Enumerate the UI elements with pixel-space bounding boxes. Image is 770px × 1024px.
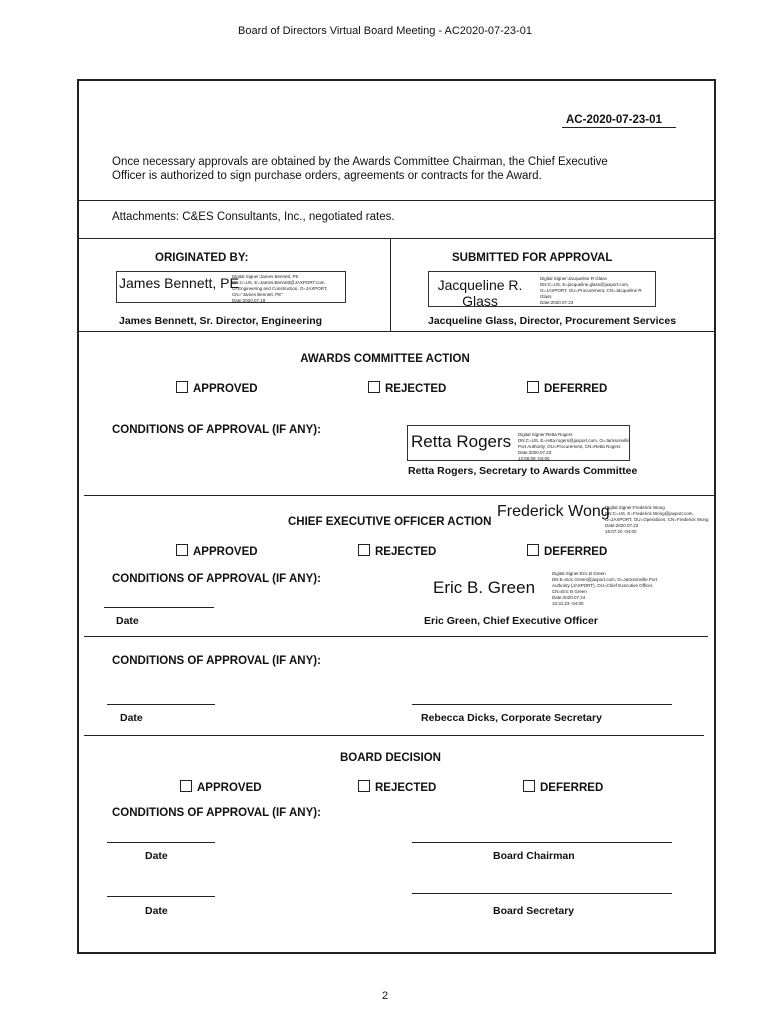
- divider: [79, 200, 715, 201]
- board-date-label-2: Date: [145, 905, 168, 917]
- board-date-line-1: [107, 842, 215, 843]
- document-id-underline: [562, 127, 676, 128]
- ceo-deferred-checkbox[interactable]: [527, 544, 607, 558]
- board-chairman-line: [412, 842, 672, 843]
- awards-committee-heading: AWARDS COMMITTEE ACTION: [300, 353, 470, 365]
- divider: [79, 238, 715, 239]
- checkbox-icon: [358, 780, 370, 792]
- awards-signature-details: Digital Signer:Retta Rogers DN:C=US, E=retta.rogers@jaxport.com, O=Jacksonville Port Authority, OU=Procurement, CN=Retta Rogers Date:2020.07.23 13:55:09 -04:00: [518, 432, 630, 461]
- awards-deferred-label: DEFERRED: [544, 383, 608, 395]
- checkbox-icon: [180, 780, 192, 792]
- ceo-date-label: Date: [116, 615, 139, 627]
- submitter-name-line-2: Glass: [462, 293, 498, 309]
- submitter-caption: Jacqueline Glass, Director, Procurement Services: [428, 315, 677, 327]
- secretary-conditions-label: CONDITIONS OF APPROVAL (IF ANY):: [112, 655, 321, 667]
- awards-conditions-label: CONDITIONS OF APPROVAL (IF ANY):: [112, 424, 321, 436]
- divider: [84, 735, 704, 736]
- attachments-text: Attachments: C&ES Consultants, Inc., negotiated rates.: [112, 211, 395, 223]
- board-conditions-label: CONDITIONS OF APPROVAL (IF ANY):: [112, 807, 321, 819]
- originator-caption: James Bennett, Sr. Director, Engineering: [119, 315, 323, 327]
- ceo-caption: Eric Green, Chief Executive Officer: [424, 615, 598, 627]
- board-approved-label: APPROVED: [197, 782, 262, 794]
- checkbox-icon: [368, 381, 380, 393]
- awards-approved-checkbox[interactable]: [176, 381, 258, 395]
- page-number: 2: [381, 990, 389, 1002]
- awards-approved-label: APPROVED: [193, 383, 258, 395]
- ceo-approved-label: APPROVED: [193, 546, 258, 558]
- secretary-date-line: [107, 704, 215, 705]
- board-date-label-1: Date: [145, 850, 168, 862]
- board-rejected-label: REJECTED: [375, 782, 437, 794]
- document-id: AC-2020-07-23-01: [566, 114, 662, 126]
- originator-signature-name: James Bennett, PE: [119, 275, 239, 291]
- checkbox-icon: [176, 381, 188, 393]
- secretary-signature-line: [412, 704, 672, 705]
- checkbox-icon: [527, 381, 539, 393]
- board-decision-heading: BOARD DECISION: [340, 752, 441, 764]
- ceo-date-line: [104, 607, 214, 608]
- board-chairman-label: Board Chairman: [493, 850, 575, 862]
- submitter-signature-details: Digital Signer:Jacqueline R Glass DN:C=US, E=jacqueline.glass@jaxport.com, O=JAXPORT, OU=Procurement, CN=Jacqueline R Glass Date:2020.07.23: [540, 276, 642, 305]
- page-header: Board of Directors Virtual Board Meeting - AC2020-07-23-01: [238, 25, 532, 37]
- divider: [84, 636, 708, 637]
- board-deferred-label: DEFERRED: [540, 782, 604, 794]
- board-secretary-line: [412, 893, 672, 894]
- authorization-text-line-2: Officer is authorized to sign purchase orders, agreements or contracts for the Award.: [112, 170, 542, 182]
- checkbox-icon: [523, 780, 535, 792]
- board-deferred-checkbox[interactable]: [523, 780, 603, 794]
- board-rejected-checkbox[interactable]: [358, 780, 436, 794]
- authorization-text-line-1: Once necessary approvals are obtained by the Awards Committee Chairman, the Chief Executive: [112, 156, 608, 168]
- board-approved-checkbox[interactable]: [180, 780, 262, 794]
- ceo-approved-checkbox[interactable]: [176, 544, 258, 558]
- checkbox-icon: [527, 544, 539, 556]
- originated-by-heading: ORIGINATED BY:: [155, 252, 249, 264]
- ceo-conditions-label: CONDITIONS OF APPROVAL (IF ANY):: [112, 573, 321, 585]
- divider: [79, 331, 715, 332]
- operations-signature-name: Frederick Wong: [497, 503, 610, 520]
- awards-deferred-checkbox[interactable]: [527, 381, 607, 395]
- originator-signature-details: Digital Signer:James Bennett, PE DN:C=US, E=James.Bennett@JAXPORT.com O=Engineering and Construction, O=JAXPORT, CN="James Bennett, PE" Date:2020.07.18: [232, 274, 328, 303]
- operations-signature-details: Digital Signer:Frederick Wong DN:C=US, E=Frederick.Wong@jaxport.com, O=JAXPORT, OU=Operations, CN=Frederick Wong Date:2020.07.23 16:07:20 -04:00: [605, 505, 709, 534]
- secretary-caption: Rebecca Dicks, Corporate Secretary: [421, 712, 602, 724]
- ceo-deferred-label: DEFERRED: [544, 546, 608, 558]
- column-divider: [390, 239, 391, 331]
- ceo-action-heading: CHIEF EXECUTIVE OFFICER ACTION: [288, 516, 492, 528]
- checkbox-icon: [358, 544, 370, 556]
- ceo-rejected-label: REJECTED: [375, 546, 437, 558]
- submitter-name-line-1: Jacqueline R.: [437, 277, 523, 293]
- ceo-signature-details: Digital Signer:Eric B Green DN:E=Eric.Green@jaxport.com, O=Jacksonville Port Authority (JAXPORT), OU=Chief Executive Officer, CN=Eric B Green Date:2020.07.24 10:31:23 -04:00: [552, 571, 658, 606]
- ceo-rejected-checkbox[interactable]: [358, 544, 436, 558]
- awards-caption: Retta Rogers, Secretary to Awards Committee: [408, 465, 638, 477]
- checkbox-icon: [176, 544, 188, 556]
- awards-rejected-label: REJECTED: [385, 383, 447, 395]
- ceo-signature-name: Eric B. Green: [433, 578, 536, 597]
- secretary-date-label: Date: [120, 712, 143, 724]
- board-secretary-label: Board Secretary: [493, 905, 575, 917]
- board-date-line-2: [107, 896, 215, 897]
- submitter-signature-name: [428, 277, 532, 309]
- submitted-heading: SUBMITTED FOR APPROVAL: [452, 252, 613, 264]
- divider: [84, 495, 714, 496]
- awards-rejected-checkbox[interactable]: [368, 381, 446, 395]
- awards-signature-name: Retta Rogers: [411, 432, 512, 451]
